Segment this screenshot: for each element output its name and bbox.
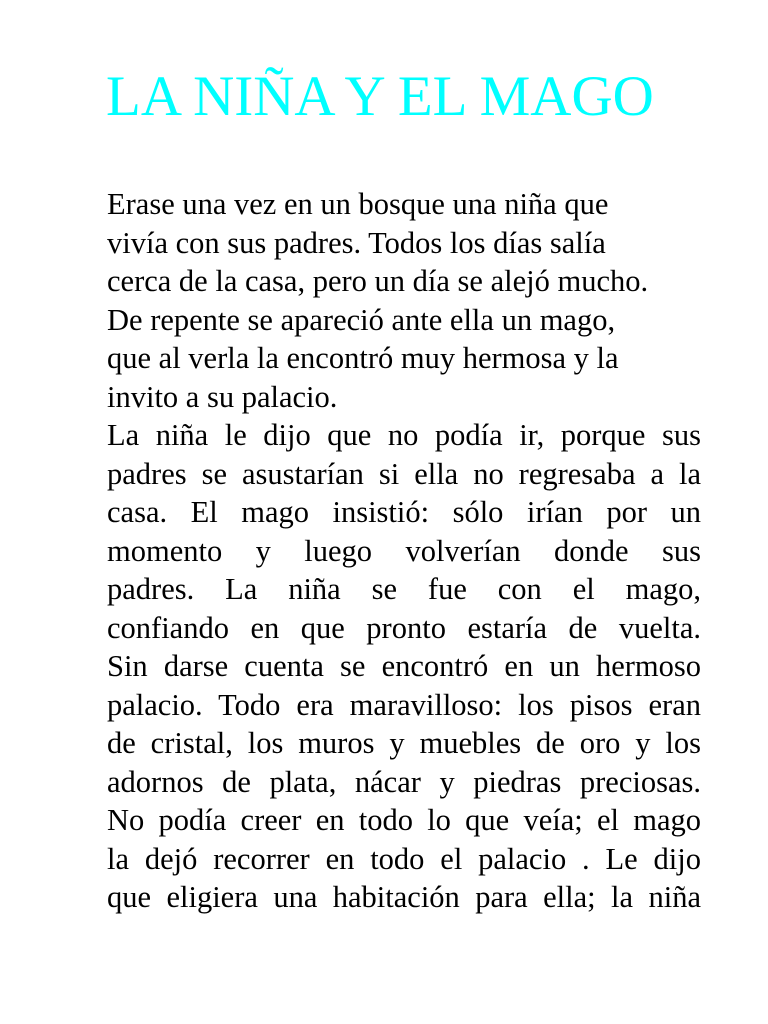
text-line: Sin darse cuenta se encontró en un hermoso <box>107 649 701 683</box>
text-line: palacio. Todo era maravilloso: los pisos eran <box>107 687 701 722</box>
text-line: confiando en que pronto estaría de vuelta. <box>107 610 701 645</box>
text-line: Erase una vez en un bosque una niña que <box>107 187 609 221</box>
text-line: que eligiera una habitación para ella; la niña <box>107 880 701 914</box>
text-line: que al verla la encontró muy hermosa y la <box>107 341 619 375</box>
text-line: casa. El mago insistió: sólo irían por un <box>107 495 701 529</box>
text-line: invito a su palacio. <box>107 379 338 414</box>
text-line: la dejó recorrer en todo el palacio . Le dijo <box>107 841 701 876</box>
text-line: momento y luego volverían donde sus <box>107 533 701 568</box>
text-line: cerca de la casa, pero un día se alejó mucho. <box>107 264 649 298</box>
text-line: adornos de plata, nácar y piedras preciosas. <box>107 764 701 799</box>
text-line: De repente se apareció ante ella un mago, <box>107 302 616 337</box>
text-line: La niña le dijo que no podía ir, porque sus <box>107 418 701 452</box>
text-line: No podía creer en todo lo que veía; el mago <box>107 803 701 837</box>
text-line: vivía con sus padres. Todos los días salía <box>107 225 606 260</box>
text-line: padres se asustarían si ella no regresaba a la <box>107 456 701 491</box>
text-line: de cristal, los muros y muebles de oro y los <box>107 726 701 760</box>
story-body <box>107 185 701 917</box>
story-title: LA NIÑA Y EL MAGO <box>106 65 654 128</box>
text-line: padres. La niña se fue con el mago, <box>107 572 701 606</box>
